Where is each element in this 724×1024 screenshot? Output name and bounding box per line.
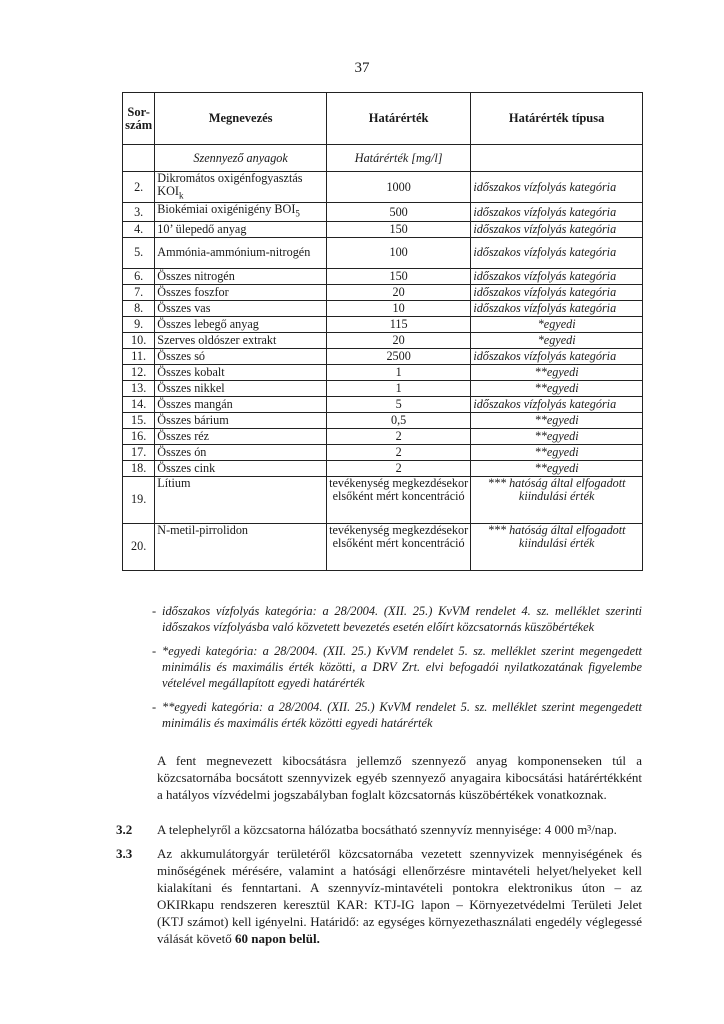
row-type: időszakos vízfolyás kategória [471,221,643,237]
row-type: *egyedi [471,332,643,348]
row-type: **egyedi [471,444,643,460]
section-3-2 [116,821,642,838]
note-bullet: - [152,644,157,658]
table-header-row [123,93,643,145]
row-name: Összes lebegő anyag [155,316,327,332]
note-bullet: - [152,604,157,618]
row-name: Összes réz [155,428,327,444]
notes-list [152,603,642,739]
table-row [123,444,643,460]
row-value: 20 [326,332,470,348]
row-number: 12. [123,364,155,380]
row-type: **egyedi [471,380,643,396]
row-value: 150 [326,268,470,284]
row-value: 1000 [326,172,470,203]
row-value: 2 [326,460,470,476]
header-name: Megnevezés [155,93,327,145]
row-type: **egyedi [471,412,643,428]
row-number: 4. [123,221,155,237]
row-type: időszakos vízfolyás kategória [471,348,643,364]
row-type: időszakos vízfolyás kategória [471,300,643,316]
row-number: 20. [123,523,155,570]
row-value: 500 [326,203,470,221]
row-value: 5 [326,396,470,412]
row-type: *** hatóság által elfogadott kiindulási érték [471,523,643,570]
row-name: Összes mangán [155,396,327,412]
row-name: 10’ ülepedő anyag [155,221,327,237]
header-type: Határérték típusa [471,93,643,145]
row-value: 2 [326,444,470,460]
row-number: 8. [123,300,155,316]
row-type: időszakos vízfolyás kategória [471,237,643,268]
row-value: 20 [326,284,470,300]
note-text: időszakos vízfolyás kategória: a 28/2004. (XII. 25.) KvVM rendelet 4. sz. melléklet szerinti időszakos vízfolyásba való közvetett bevezetés esetén előírt közcsatornás küszöbértékek [162,604,642,634]
header-no: Sor- szám [123,93,155,145]
table-row [123,364,643,380]
row-value: 2500 [326,348,470,364]
row-value: tevékenység megkezdésekor elsőként mért koncentráció [326,523,470,570]
row-number: 2. [123,172,155,203]
row-value: 115 [326,316,470,332]
row-name: Összes foszfor [155,284,327,300]
table-row [123,460,643,476]
note-item [152,643,642,691]
row-name: Összes só [155,348,327,364]
subheader-value: Határérték [mg/l] [326,145,470,172]
row-number: 6. [123,268,155,284]
row-type: időszakos vízfolyás kategória [471,284,643,300]
table-row [123,221,643,237]
row-number: 9. [123,316,155,332]
row-name: Lítium [155,476,327,523]
row-type: **egyedi [471,364,643,380]
table-row [123,380,643,396]
row-value: tevékenység megkezdésekor elsőként mért koncentráció [326,476,470,523]
section-text: Az akkumulátorgyár területéről közcsatornába vezetett szennyvizek mennyiségének és minőségének mérésére, valamint a hatósági ellenőrzésre mintavételi helyet/helyeket kell kialakítani és fenntartani. A szennyvíz-mintavételi pontokra elektronikus úton – az OKIRkapu rendszeren keresztül KAR: KTJ-IG lapon – Környezetvédelmi Területi Jelet (KTJ számot) kell igényelni. Határidő: az egységes környezethasználati engedély véglegessé válását követő 60 napon belül. [157,846,642,946]
row-value: 0,5 [326,412,470,428]
row-number: 11. [123,348,155,364]
subheader-row [123,145,643,172]
table-row [123,348,643,364]
note-item [152,699,642,731]
table-row [123,284,643,300]
row-name: Összes nikkel [155,380,327,396]
row-name: Összes ón [155,444,327,460]
limits-table [122,92,643,571]
row-number: 14. [123,396,155,412]
row-name: Biokémiai oxigénigény $BOI_5$ [155,203,327,221]
body-paragraph: A fent megnevezett kibocsátásra jellemző szennyező anyag komponenseken túl a közcsatornába bocsátott szennyvizek egyéb szennyező anyagaira kibocsátási határértékként a hatályos vízvédelmi jogszabályban foglalt közcsatornás küszöbértékek vonatkoznak. [157,753,642,802]
row-type: időszakos vízfolyás kategória [471,203,643,221]
section-number: 3.3 [116,846,133,861]
row-value: 1 [326,380,470,396]
note-text: *egyedi kategória: a 28/2004. (XII. 25.) KvVM rendelet 5. sz. melléklet szerint megengedett minimális és maximális érték közötti, a DRV Zrt. elvi befogadói nyilatkozatának figyelembe vételével megállapított egyedi határérték [162,644,642,690]
row-number: 15. [123,412,155,428]
subheader-name: Szennyező anyagok [155,145,327,172]
header-value: Határérték [326,93,470,145]
row-number: 5. [123,237,155,268]
page-number: 37 [354,60,370,76]
table-row [123,203,643,221]
row-name: Szerves oldószer extrakt [155,332,327,348]
row-type: **egyedi [471,428,643,444]
row-name: Összes kobalt [155,364,327,380]
row-type: **egyedi [471,460,643,476]
row-value: 100 [326,237,470,268]
table-row [123,412,643,428]
row-name: Összes vas [155,300,327,316]
row-type: *** hatóság által elfogadott kiindulási érték [471,476,643,523]
table-row [123,523,643,570]
table-row [123,476,643,523]
row-name: Összes bárium [155,412,327,428]
table-row [123,428,643,444]
note-bullet: - [152,700,157,714]
section-text: A telephelyről a közcsatorna hálózatba bocsátható szennyvíz mennyisége: 4 000 m³/nap. [157,822,617,837]
row-number: 19. [123,476,155,523]
row-type: időszakos vízfolyás kategória [471,396,643,412]
row-name: N-metil-pirrolidon [155,523,327,570]
subheader-type [471,145,643,172]
row-number: 17. [123,444,155,460]
row-number: 10. [123,332,155,348]
row-value: 2 [326,428,470,444]
note-text: **egyedi kategória: a 28/2004. (XII. 25.) KvVM rendelet 5. sz. melléklet szerint megengedett minimális és maximális érték közötti egyedi határérték [162,700,642,730]
row-name: Ammónia-ammónium-nitrogén [155,237,327,268]
row-number: 16. [123,428,155,444]
table-row [123,316,643,332]
table-row [123,268,643,284]
row-number: 3. [123,203,155,221]
row-name: Dikromátos oxigénfogyasztás $KOI_k$ [155,172,327,203]
row-value: 10 [326,300,470,316]
table-row [123,396,643,412]
row-type: *egyedi [471,316,643,332]
row-type: időszakos vízfolyás kategória [471,268,643,284]
row-value: 150 [326,221,470,237]
table-row [123,300,643,316]
row-number: 13. [123,380,155,396]
row-number: 7. [123,284,155,300]
note-item [152,603,642,635]
row-type: időszakos vízfolyás kategória [471,172,643,203]
row-name: Összes nitrogén [155,268,327,284]
section-3-3 [116,845,642,947]
row-value: 1 [326,364,470,380]
row-name: Összes cink [155,460,327,476]
table-row [123,237,643,268]
row-number: 18. [123,460,155,476]
deadline-emphasis: 60 napon belül. [234,931,320,946]
subheader-blank [123,145,155,172]
table-row [123,332,643,348]
table-row [123,172,643,203]
section-number: 3.2 [116,822,133,837]
